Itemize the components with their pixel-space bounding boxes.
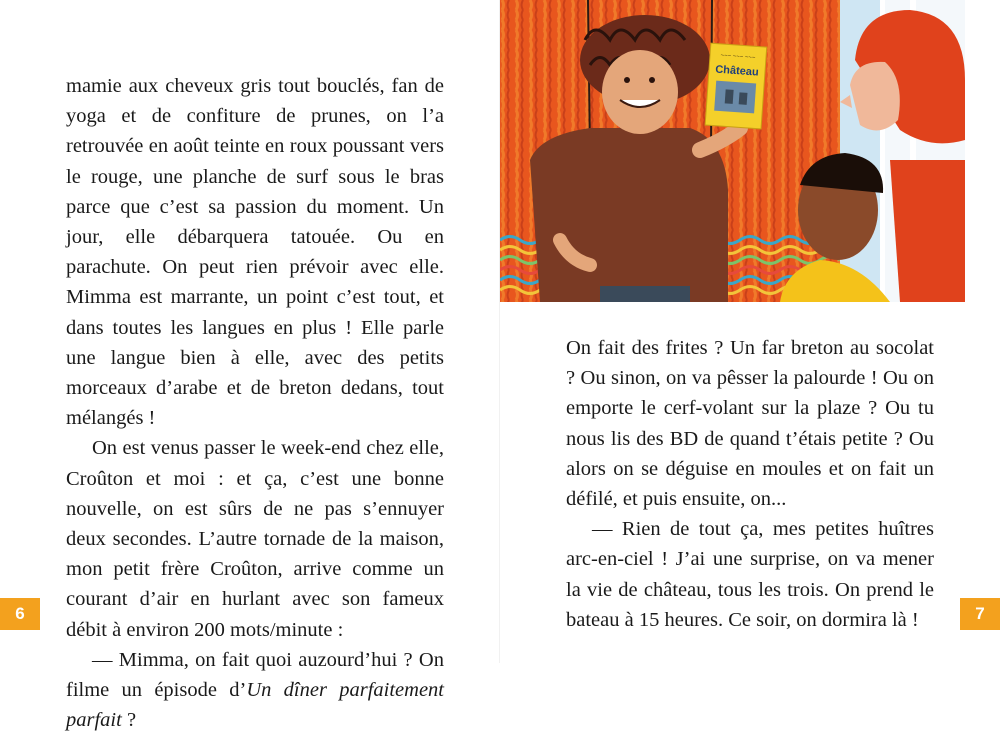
left-page-text [66,71,444,735]
right-page-text [566,333,934,635]
page-number-badge: 6 [0,598,40,630]
flyer-title: Château [714,63,760,79]
left-page [0,0,500,732]
dialogue-end: ? [121,709,137,732]
illustration [500,0,965,302]
paragraph: mamie aux cheveux gris tout bouclés, fan de yoga et de confiture de prunes, on l’a retrouvée en août teinte en roux poussant vers le rouge, une planche de surf sous le bras parce que c’est sa passion du moment. Un jour, elle débarquera tatouée. Ou en parachute. On peut rien prévoir avec elle. Mimma est marrante, un point c’est tout, et dans toutes les langues en plus ! Elle parle une langue bien à elle, avec des petits morceaux d’arabe et de breton dedans, tout mélangés ! [66,75,444,430]
dialogue-start: — Mimma, on fait quoi auzourd’hui ? On filme un épisode d’ [66,648,444,702]
show-title: Un dîner parfaitement parfait [66,679,444,732]
paragraph: On est venus passer le week-end chez elle, Croûton et moi : et ça, c’est une bonne nouvelle, on est sûrs de ne pas s’ennuyer deux secondes. L’autre tornade de la maison, mon petit frère Croûton, arrive comme un courant d’air en hurlant avec son fameux débit à environ 200 mots/minute : [66,437,444,641]
paragraph: — Rien de tout ça, mes petites huîtres arc-en-ciel ! J’ai une surprise, on va mener la vie de château, tous les trois. On prend le bateau à 15 heures. Ce soir, on dormira là ! [566,518,934,631]
flyer-small-text: ~~~ ~~~ ~~~ [720,52,756,62]
right-page [500,0,1000,663]
illustration-scene [500,0,965,302]
paragraph: On fait des frites ? Un far breton au socolat ? Ou sinon, on va pêsser la palourde ! Ou on emporte le cerf-volant sur la plaze ? Ou tu nous lis des BD de quand t’étais petite ? Ou alors on se déguise en moules et on fait un défilé, et puis ensuite, on... [566,337,934,511]
page-number-badge: 7 [960,598,1000,630]
chateau-flyer [705,43,767,129]
dialogue-paragraph [66,645,444,735]
